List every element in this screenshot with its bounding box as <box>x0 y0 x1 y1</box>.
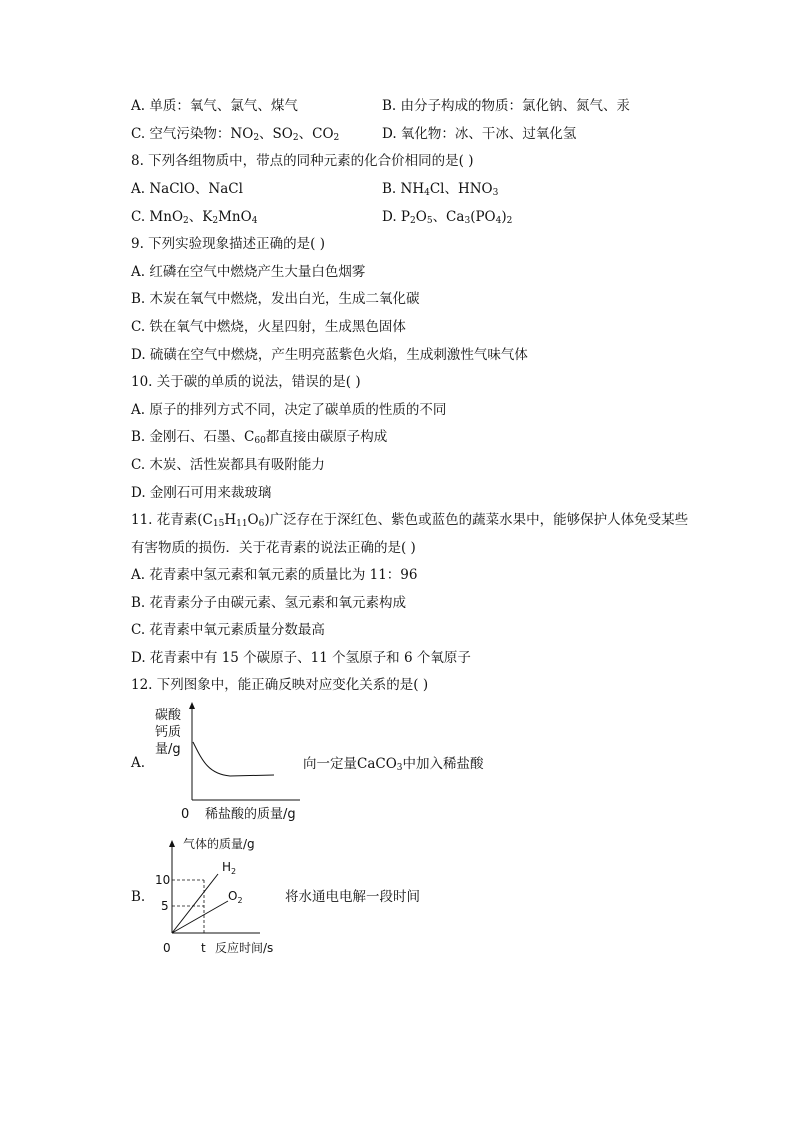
a-ylabel-2: 钙质 <box>155 725 182 740</box>
q8-option-a[interactable]: A. NaClO、NaCl <box>131 181 243 197</box>
q12-option-a-label[interactable]: A. <box>131 755 146 771</box>
q11-option-b[interactable]: B. 花青素分子由碳元素、氢元素和氧元素构成 <box>131 595 407 611</box>
a-xlabel: 稀盐酸的质量/g <box>205 807 296 822</box>
q7-option-a[interactable]: A. 单质：氧气、氯气、煤气 <box>131 98 298 114</box>
q7-option-c[interactable]: C. 空气污染物：$NO_2$、$SO_2$、$CO_2$ <box>131 126 340 143</box>
q10-option-d[interactable]: D. 金刚石可用来裁玻璃 <box>131 485 272 501</box>
a-ylabel-3: 量/g <box>155 742 181 757</box>
q9-option-c[interactable]: C. 铁在氧气中燃烧，火星四射，生成黑色固体 <box>131 319 406 335</box>
q12-option-b-label[interactable]: B. <box>131 889 146 905</box>
b-tick-t: t <box>201 941 206 955</box>
q11-stem-line2: 有害物质的损伤．关于花青素的说法正确的是( ) <box>131 540 416 556</box>
b-series-h: $H_2$ <box>222 860 237 876</box>
q11-option-c[interactable]: C. 花青素中氧元素质量分数最高 <box>131 622 325 638</box>
q12-option-a-desc: 向一定量CaCO$_3$中加入稀盐酸 <box>303 756 484 773</box>
b-y-arrow <box>169 840 175 847</box>
q10-option-a[interactable]: A. 原子的排列方式不同，决定了碳单质的性质的不同 <box>131 402 447 418</box>
q10-option-b[interactable]: B. 金刚石、石墨、$C_{60}$都直接由碳原子构成 <box>131 429 388 446</box>
b-tick-10: 10 <box>155 873 171 887</box>
b-xlabel: 反应时间/s <box>215 941 274 955</box>
q12-option-b-graph <box>150 834 300 960</box>
q8-stem: 8. 下列各组物质中，带点的同种元素的化合价相同的是( ) <box>131 153 474 169</box>
a-ylabel-1: 碳酸 <box>155 708 182 723</box>
q8-option-d[interactable]: D. $P_2O_5$、$Ca_3(PO_4)_2$ <box>382 209 513 226</box>
b-line-h2 <box>172 874 218 933</box>
q9-option-d[interactable]: D. 硫磺在空气中燃烧，产生明亮蓝紫色火焰，生成刺激性气味气体 <box>131 347 528 363</box>
q7-option-d[interactable]: D. 氧化物：冰、干冰、过氧化氢 <box>382 126 577 142</box>
b-origin: 0 <box>163 941 171 955</box>
q11-option-a[interactable]: A. 花青素中氢元素和氧元素的质量比为 11：96 <box>131 567 418 583</box>
a-curve <box>193 742 274 776</box>
q12-option-a-graph <box>150 700 310 828</box>
q11-option-d[interactable]: D. 花青素中有 15 个碳原子、11 个氢原子和 6 个氧原子 <box>131 650 471 666</box>
q10-stem: 10. 关于碳的单质的说法，错误的是( ) <box>131 374 361 390</box>
q11-stem: 11. 花青素$(C_{15}H_{11}O_6)$广泛存在于深红色、紫色或蓝色的蔬菜水果中，能够保护人体免受某些 <box>131 512 689 529</box>
q8-option-c[interactable]: C. MnO$_2$、$K_2MnO_4$ <box>131 209 258 226</box>
q12-stem: 12. 下列图象中，能正确反映对应变化关系的是( ) <box>131 677 429 693</box>
q12-option-b-desc: 将水通电电解一段时间 <box>285 889 420 905</box>
q9-option-b[interactable]: B. 木炭在氧气中燃烧，发出白光，生成二氧化碳 <box>131 291 420 307</box>
a-y-arrow <box>189 702 195 709</box>
b-tick-5: 5 <box>161 899 169 913</box>
q7-option-b[interactable]: B. 由分子构成的物质：氯化钠、氮气、汞 <box>382 98 631 114</box>
q9-stem: 9. 下列实验现象描述正确的是( ) <box>131 236 325 252</box>
q10-option-c[interactable]: C. 木炭、活性炭都具有吸附能力 <box>131 457 325 473</box>
b-series-o: $O_2$ <box>228 889 243 905</box>
q9-option-a[interactable]: A. 红磷在空气中燃烧产生大量白色烟雾 <box>131 264 366 280</box>
a-origin: 0 <box>181 807 190 822</box>
q8-option-b[interactable]: B. $NH_4Cl$、$HNO_3$ <box>382 181 499 198</box>
b-ylabel: 气体的质量/g <box>183 837 255 851</box>
